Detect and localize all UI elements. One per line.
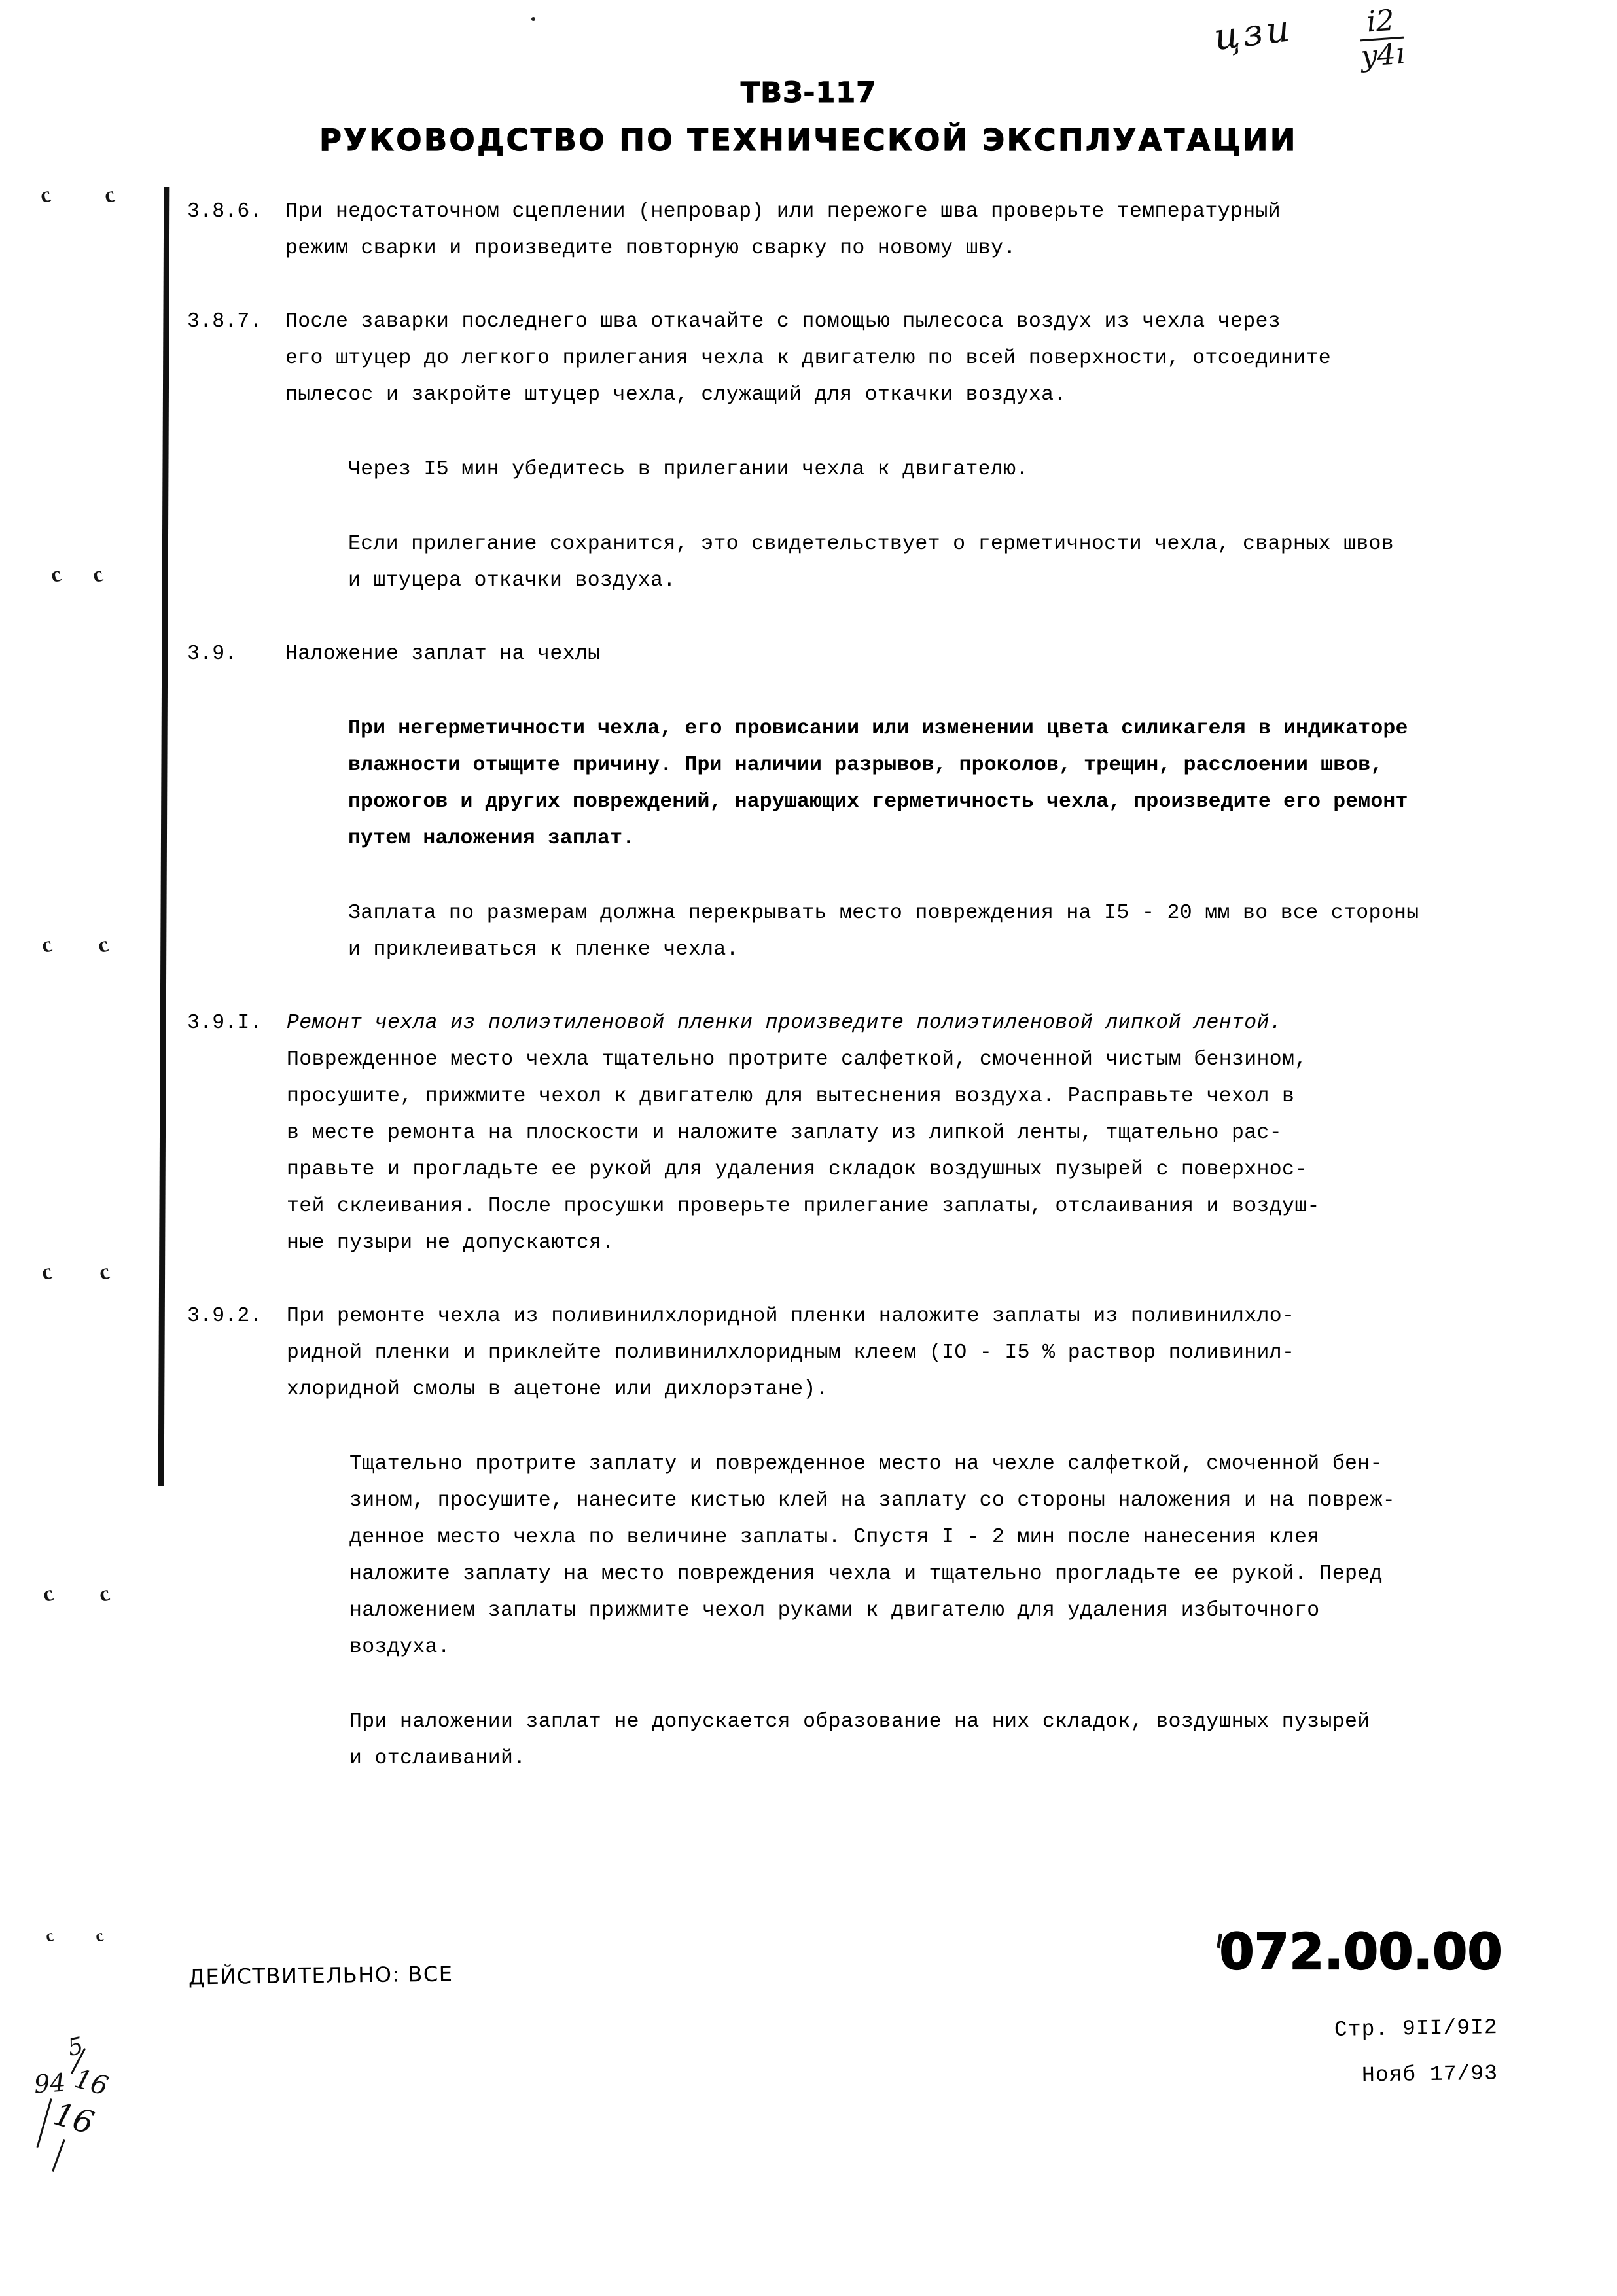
- text-line: его штуцер до легкого прилегания чехла к двигателю по всей поверхности, отсоедините: [285, 347, 1332, 370]
- engine-model-title: ТВЗ-117: [740, 77, 877, 109]
- text-line: При недостаточном сцеплении (непровар) или пережоге шва проверьте температурный: [285, 200, 1281, 223]
- clause-number: 3.8.6.: [187, 200, 262, 223]
- text-line: пылесос и закройте штуцер чехла, служащий для откачки воздуха.: [285, 383, 1067, 406]
- effectivity-statement: ДЕЙСТВИТЕЛЬНО: ВСЕ: [188, 1961, 453, 1990]
- text-line: Ремонт чехла из полиэтиленовой пленки произведите полиэтиленовой липкой лентой.: [287, 1012, 1282, 1034]
- section-heading: Наложение заплат на чехлы: [285, 643, 601, 665]
- paragraph-pvc-gluing-procedure: [349, 1446, 1509, 1666]
- text-line: наложите заплату на место повреждения чехла и тщательно прогладьте ее рукой. Перед: [349, 1563, 1383, 1585]
- margin-mark: c: [48, 561, 64, 588]
- text-line: режим сварки и произведите повторную сварку по новому шву.: [285, 237, 1016, 260]
- clause-3-8-6: [187, 194, 1509, 267]
- margin-mark: c: [40, 1581, 56, 1608]
- clause-3-9-2: [187, 1298, 1509, 1777]
- margin-mark: c: [95, 932, 111, 959]
- chapter-section-subject-code: 072.00.00: [1219, 1922, 1502, 1981]
- margin-mark: c: [39, 932, 55, 959]
- text-line: воздуха.: [349, 1636, 451, 1659]
- paragraph-leak-diagnosis: [348, 711, 1509, 857]
- revision-change-bar: [158, 187, 170, 1486]
- paragraph-spacer: [187, 1262, 1509, 1298]
- paragraph-spacer: [287, 1666, 1509, 1704]
- text-line: правьте и прогладьте ее рукой для удаления складок воздушных пузырей с поверхнос-: [287, 1158, 1307, 1181]
- clause-text: [285, 194, 1509, 267]
- clause-text: [287, 1005, 1509, 1262]
- clause-text: [285, 636, 1509, 968]
- text-line: ные пузыри не допускаются.: [287, 1231, 614, 1254]
- paragraph-spacer: [285, 673, 1509, 711]
- handwritten-fraction-top-right: [1358, 5, 1406, 73]
- paragraph-spacer: [285, 488, 1509, 526]
- scan-artifact: [531, 17, 535, 21]
- margin-mark: c: [43, 1926, 56, 1946]
- paragraph-spacer: [187, 968, 1509, 1005]
- page-number: Стр. 9II/9I2: [1334, 2015, 1499, 2042]
- clause-text: [287, 1298, 1509, 1777]
- text-line: При ремонте чехла из поливинилхлоридной пленки наложите заплаты из поливинилхло-: [287, 1305, 1295, 1328]
- handwritten-note-bottom-left-4: 16: [49, 2095, 98, 2142]
- handwritten-fraction-numerator: i2: [1365, 3, 1396, 39]
- text-line: в месте ремонта на плоскости и наложите заплату из липкой ленты, тщательно рас-: [287, 1122, 1282, 1144]
- paragraph-spacer: [287, 1408, 1509, 1446]
- revision-date: Нояб 17/93: [1361, 2061, 1499, 2088]
- text-line: зином, просушите, нанесите кистью клей на заплату со стороны наложения и на повреж-: [349, 1489, 1396, 1512]
- text-line: Тщательно протрите заплату и поврежденное место на чехле салфеткой, смоченной бен-: [349, 1453, 1383, 1475]
- text-line: и приклеиваться к пленке чехла.: [348, 938, 739, 961]
- text-line: Если прилегание сохранится, это свидетельствует о герметичности чехла, сварных швов: [348, 533, 1395, 556]
- text-line: Через I5 мин убедитесь в прилегании чехла к двигателю.: [348, 458, 1029, 481]
- text-line: При наложении заплат не допускается образование на них складок, воздушных пузырей: [349, 1710, 1370, 1733]
- text-line: просушите, прижмите чехол к двигателю для вытеснения воздуха. Расправьте чехол в: [287, 1085, 1295, 1108]
- text-line: наложением заплаты прижмите чехол руками к двигателю для удаления избыточного: [349, 1599, 1320, 1622]
- manual-title: РУКОВОДСТВО ПО ТЕХНИЧЕСКОЙ ЭКСПЛУАТАЦИИ: [319, 122, 1298, 158]
- paragraph-tightness-confirmation: [348, 526, 1509, 599]
- text-line: Заплата по размерам должна перекрывать место повреждения на I5 - 20 мм во все стороны: [348, 902, 1419, 925]
- margin-mark: c: [90, 561, 106, 588]
- handwritten-fraction-denominator: y4ı: [1360, 37, 1406, 74]
- handwritten-stroke: [52, 2139, 65, 2172]
- paragraph-spacer: [285, 414, 1509, 451]
- clause-3-9: [187, 636, 1509, 968]
- clause-3-8-7: [187, 304, 1509, 599]
- clause-number: 3.8.7.: [187, 310, 262, 333]
- text-line: Поврежденное место чехла тщательно протрите салфеткой, смоченной чистым бензином,: [287, 1048, 1307, 1071]
- margin-mark: c: [37, 182, 54, 209]
- paragraph-spacer: [187, 599, 1509, 636]
- text-line: При негерметичности чехла, его провисании или изменении цвета силикагеля в индикаторе: [348, 717, 1408, 740]
- text-line: После заварки последнего шва откачайте с помощью пылесоса воздух из чехла через: [285, 310, 1281, 333]
- margin-mark: c: [96, 1259, 113, 1286]
- text-line: денное место чехла по величине заплаты. Спустя I - 2 мин после нанесения клея: [349, 1526, 1320, 1549]
- clause-number: 3.9.: [187, 643, 238, 665]
- text-line: хлоридной смолы в ацетоне или дихлорэтане).: [287, 1378, 828, 1401]
- paragraph-patch-size: [348, 895, 1509, 968]
- paragraph-spacer: [187, 267, 1509, 304]
- text-line: влажности отыщите причину. При наличии разрывов, проколов, трещин, расслоении швов,: [348, 754, 1383, 777]
- text-line: и штуцера откачки воздуха.: [348, 569, 676, 592]
- text-line: и отслаиваний.: [349, 1747, 526, 1770]
- handwritten-note-bottom-left-2: 94: [33, 2068, 67, 2099]
- margin-mark: c: [93, 1926, 105, 1946]
- text-line: прожогов и других повреждений, нарушающих герметичность чехла, произведите его ремонт: [348, 790, 1408, 813]
- paragraph-15-min-check: [348, 451, 1509, 488]
- margin-mark: c: [101, 182, 118, 209]
- margin-mark: c: [96, 1581, 113, 1608]
- clause-text: [285, 304, 1509, 599]
- paragraph-spacer: [285, 857, 1509, 895]
- handwritten-note-bottom-left-1: 5: [65, 2032, 86, 2062]
- text-line: ридной пленки и приклейте поливинилхлоридным клеем (IO - I5 % раствор поливинил-: [287, 1341, 1295, 1364]
- clause-number: 3.9.I.: [187, 1012, 262, 1034]
- text-line: путем наложения заплат.: [348, 827, 635, 850]
- paragraph-patch-defects-prohibited: [349, 1704, 1509, 1777]
- clause-3-9-1: [187, 1005, 1509, 1262]
- handwritten-note-bottom-left-3: 16: [71, 2063, 112, 2102]
- document-body: [187, 194, 1509, 1777]
- document-header: [0, 79, 1617, 158]
- handwritten-note-top-right: цзи: [1211, 7, 1296, 60]
- clause-number: 3.9.2.: [187, 1305, 262, 1328]
- margin-mark: c: [39, 1259, 55, 1286]
- text-line: тей склеивания. После просушки проверьте прилегание заплаты, отслаивания и воздуш-: [287, 1195, 1320, 1218]
- handwritten-stroke: [36, 2098, 52, 2148]
